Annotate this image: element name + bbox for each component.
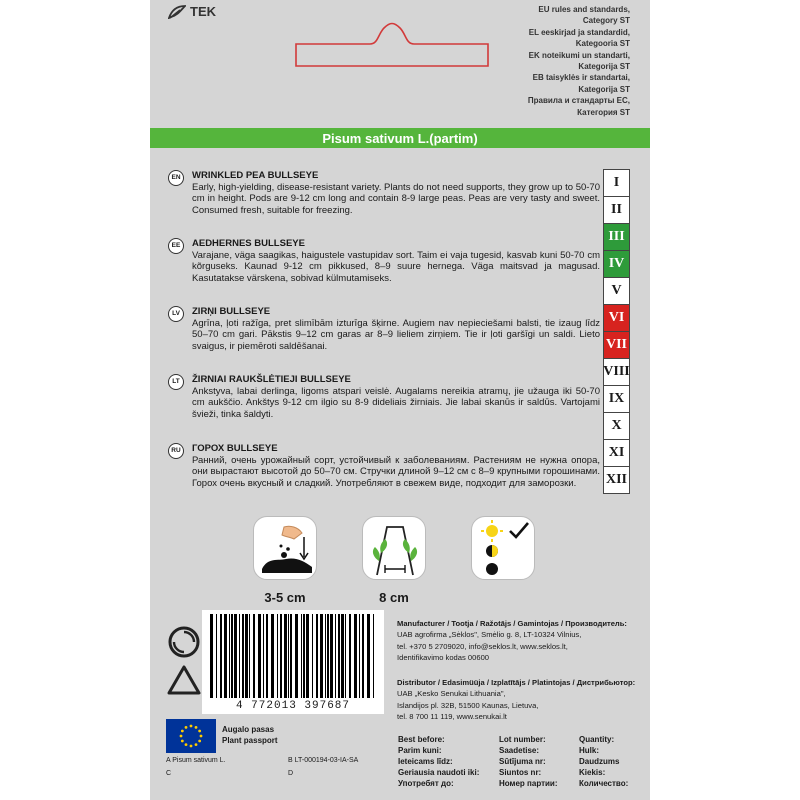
lot-labels bbox=[499, 734, 558, 789]
section-title: ГОРОХ BULLSEYE bbox=[192, 443, 278, 454]
barcode-bar bbox=[362, 614, 364, 698]
manufacturer-line: UAB agrofirma „Sėklos", Smėlio g. 8, LT-10324 Vilnius, bbox=[397, 630, 582, 640]
distributor-block bbox=[397, 677, 647, 722]
plant-spacing-icon bbox=[362, 516, 426, 580]
category-line: Правила и стандарты ЕС, bbox=[527, 96, 630, 106]
distributor-line: Islandijos pl. 32B, 51500 Kaunas, Lietuva, bbox=[397, 700, 539, 710]
plant-passport bbox=[222, 724, 278, 746]
eu-star bbox=[185, 726, 188, 729]
label: Употребят до: bbox=[398, 779, 454, 788]
plant-spacing-label: 8 cm bbox=[379, 590, 409, 605]
quantity-labels bbox=[579, 734, 628, 789]
category-line: Kategorija ST bbox=[578, 62, 630, 72]
distributor-line: tel. 8 700 11 119, www.senukai.lt bbox=[397, 711, 507, 721]
label: Saadetise: bbox=[499, 746, 540, 755]
manufacturer-line: Identifikavimo kodas 00600 bbox=[397, 652, 490, 662]
barcode-bar bbox=[373, 614, 374, 698]
barcode-bar bbox=[263, 614, 264, 698]
barcode-bar bbox=[280, 614, 282, 698]
month-cell: IX bbox=[603, 385, 630, 413]
eu-star bbox=[198, 730, 201, 733]
barcode bbox=[202, 610, 384, 714]
month-cell: V bbox=[603, 277, 630, 305]
barcode-bar bbox=[290, 614, 292, 698]
manufacturer-line: tel. +370 5 2709020, info@seklos.lt, www.seklos.lt, bbox=[397, 641, 568, 651]
category-line: Kategorija ST bbox=[578, 84, 630, 94]
section-lv bbox=[168, 306, 600, 352]
label: Номер партии: bbox=[499, 779, 558, 788]
category-line: EB taisyklės ir standartai, bbox=[532, 73, 630, 83]
barcode-bar bbox=[306, 614, 309, 698]
leaf-logo-icon bbox=[168, 5, 186, 19]
label: Sūtījuma nr: bbox=[499, 757, 546, 766]
section-text: Ранний, очень урожайный сорт, устойчивый к заболеваниям. Растениям не нужна опора, они вырастают высотой до 50–70 см. Стручки длиной 9–12 см с 8–9 крупными горошинами. Горох очень вкусный и сладкий. Употребляют в свежем виде, подходит для заморозки. bbox=[192, 454, 600, 489]
month-cell: X bbox=[603, 412, 630, 440]
barcode-bar bbox=[229, 614, 230, 698]
lang-badge: EN bbox=[168, 170, 184, 186]
month-cell: XII bbox=[603, 466, 630, 494]
recycle-triangle-icon bbox=[166, 664, 202, 696]
label: Количество: bbox=[579, 779, 629, 788]
manufacturer-header: Manufacturer / Tootja / Ražotājs / Gamintojas / Производитель: bbox=[397, 619, 627, 628]
passport-subtitle: Plant passport bbox=[222, 736, 278, 745]
month-cell: III bbox=[603, 223, 630, 251]
barcode-bar bbox=[224, 614, 227, 698]
label: Geriausia naudoti iki: bbox=[398, 768, 480, 777]
recycle-arrows-icon bbox=[166, 624, 202, 660]
brand-logo bbox=[168, 4, 216, 19]
label: Hulk: bbox=[579, 746, 599, 755]
passport-d: D bbox=[288, 770, 294, 777]
passport-title: Augalo pasas bbox=[222, 725, 275, 734]
barcode-bar bbox=[354, 614, 357, 698]
barcode-bar bbox=[345, 614, 346, 698]
label: Best before: bbox=[398, 735, 445, 744]
lang-badge: LT bbox=[168, 374, 184, 390]
section-text: Ankstyva, labai derlinga, ligoms atspari veislė. Augalams nereikia atramų, jie užauga iki 50-70 cm aukščio. Ankštys 9-12 cm ilgio su 8-9 dideliais žirniais. Jie labai skanūs ir saldūs. Vartojami švieži, tinka šaldyti. bbox=[192, 385, 600, 420]
eu-star bbox=[185, 743, 188, 746]
label: Kiekis: bbox=[579, 768, 606, 777]
section-ru bbox=[168, 443, 600, 489]
brand-name: TEK bbox=[190, 4, 216, 19]
eu-star bbox=[200, 735, 203, 738]
passport-c: C bbox=[166, 770, 172, 777]
eu-star bbox=[181, 730, 184, 733]
barcode-bar bbox=[258, 614, 261, 698]
barcode-number: 4 772013 397687 bbox=[235, 700, 351, 712]
label: Quantity: bbox=[579, 735, 615, 744]
barcode-bar bbox=[253, 614, 255, 698]
month-cell: VII bbox=[603, 331, 630, 359]
month-cell: II bbox=[603, 196, 630, 224]
label: Siuntos nr: bbox=[499, 768, 542, 777]
barcode-bar bbox=[288, 614, 289, 698]
barcode-bar bbox=[249, 614, 250, 698]
barcode-bar bbox=[335, 614, 336, 698]
barcode-bar bbox=[234, 614, 237, 698]
lang-badge: EE bbox=[168, 238, 184, 254]
barcode-bar bbox=[330, 614, 333, 698]
barcode-bar bbox=[349, 614, 351, 698]
barcode-bar bbox=[266, 614, 268, 698]
eu-flag-icon bbox=[166, 719, 216, 753]
section-title: AEDHERNES BULLSEYE bbox=[192, 238, 305, 249]
sowing-depth-icon bbox=[253, 516, 317, 580]
month-cell: VI bbox=[603, 304, 630, 332]
section-en bbox=[168, 170, 600, 216]
category-line: Category ST bbox=[582, 16, 630, 26]
barcode-bar bbox=[271, 614, 274, 698]
label: Ieteicams līdz: bbox=[398, 757, 453, 766]
sowing-depth-label: 3-5 cm bbox=[264, 590, 306, 605]
distributor-line: UAB „Kesko Senukai Lithuania", bbox=[397, 689, 506, 699]
barcode-bar bbox=[303, 614, 305, 698]
barcode-bar bbox=[242, 614, 244, 698]
section-text: Varajane, väga saagikas, haigustele vastupidav sort. Taim ei vaja tugesid, kasvab kuni 50-70 cm kõrguseks. Kaunad 9-12 cm pikkused, 8–9 suure hernega. Väga maitsvad ja magusad. Kasutatakse värskena, sobivad külmutamiseks. bbox=[192, 249, 600, 284]
barcode-bar bbox=[277, 614, 278, 698]
eu-star bbox=[198, 740, 201, 743]
barcode-bar bbox=[216, 614, 217, 698]
label: Daudzums bbox=[579, 757, 620, 766]
section-text: Early, high-yielding, disease-resistant variety. Plants do not need supports, they grow up to 50-70 cm in height. Pods are 9-12 cm long and contain 8-9 large peas. Peas are very tasty and sweet. Consumed fresh, suitable for freezing. bbox=[192, 181, 600, 216]
barcode-bar bbox=[312, 614, 313, 698]
barcode-bar bbox=[245, 614, 248, 698]
eu-star bbox=[190, 745, 193, 748]
eu-star bbox=[190, 725, 193, 728]
month-cell: XI bbox=[603, 439, 630, 467]
category-line: Kategooria ST bbox=[575, 39, 630, 49]
section-title: WRINKLED PEA BULLSEYE bbox=[192, 170, 319, 181]
barcode-bar bbox=[295, 614, 298, 698]
eu-star bbox=[195, 743, 198, 746]
barcode-bar bbox=[359, 614, 360, 698]
barcode-bar bbox=[325, 614, 326, 698]
month-calendar bbox=[603, 170, 630, 494]
lang-badge: LV bbox=[168, 306, 184, 322]
hang-hole bbox=[292, 22, 492, 80]
lang-badge: RU bbox=[168, 443, 184, 459]
species-banner: Pisum sativum L.(partim) bbox=[150, 128, 650, 148]
barcode-bar bbox=[316, 614, 318, 698]
passport-b: B LT-000194-03-IA-SA bbox=[288, 757, 359, 764]
category-line: EK noteikumi un standarti, bbox=[528, 50, 630, 60]
barcode-bar bbox=[327, 614, 329, 698]
category-line: EL eeskirjad ja standardid, bbox=[528, 27, 630, 37]
barcode-bar bbox=[367, 614, 370, 698]
label: Parim kuni: bbox=[398, 746, 442, 755]
barcode-bar bbox=[338, 614, 340, 698]
eu-star bbox=[180, 735, 183, 738]
category-text bbox=[500, 4, 630, 118]
section-text: Agrīna, ļoti ražīga, pret slimībām izturīga šķirne. Augiem nav nepieciešami balsti, tie izaug līdz 50–70 cm gari. Pākstis 9–12 cm garas ar 8–9 lieliem zirņiem. Tie ir ļoti garšīgi un saldi. Lieto svaigus, ir piemēroti saldēšanai. bbox=[192, 317, 600, 352]
sun-exposure-icon bbox=[471, 516, 535, 580]
barcode-bar bbox=[301, 614, 302, 698]
barcode-bar bbox=[210, 614, 213, 698]
barcode-bar bbox=[341, 614, 344, 698]
label: Lot number: bbox=[499, 735, 546, 744]
manufacturer-block bbox=[397, 618, 647, 663]
section-lt bbox=[168, 374, 600, 420]
category-line: Категория ST bbox=[577, 107, 630, 117]
barcode-bar bbox=[239, 614, 240, 698]
barcode-bar bbox=[284, 614, 287, 698]
month-cell: VIII bbox=[603, 358, 630, 386]
section-title: ŽIRNIAI RAUKŠLĖTIEJI BULLSEYE bbox=[192, 374, 351, 385]
barcode-bar bbox=[320, 614, 323, 698]
month-cell: IV bbox=[603, 250, 630, 278]
distributor-header: Distributor / Edasimüüja / Izplatītājs / Platintojas / Дистрибьютор: bbox=[397, 678, 636, 687]
eu-star bbox=[195, 726, 198, 729]
category-line: EU rules and standards, bbox=[538, 5, 630, 14]
best-before-labels bbox=[398, 734, 479, 789]
month-cell: I bbox=[603, 169, 630, 197]
section-ee bbox=[168, 238, 600, 284]
barcode-bar bbox=[231, 614, 233, 698]
passport-a: A Pisum sativum L. bbox=[166, 757, 226, 764]
barcode-bar bbox=[220, 614, 222, 698]
eu-star bbox=[181, 740, 184, 743]
section-title: ZIRŅI BULLSEYE bbox=[192, 306, 271, 317]
